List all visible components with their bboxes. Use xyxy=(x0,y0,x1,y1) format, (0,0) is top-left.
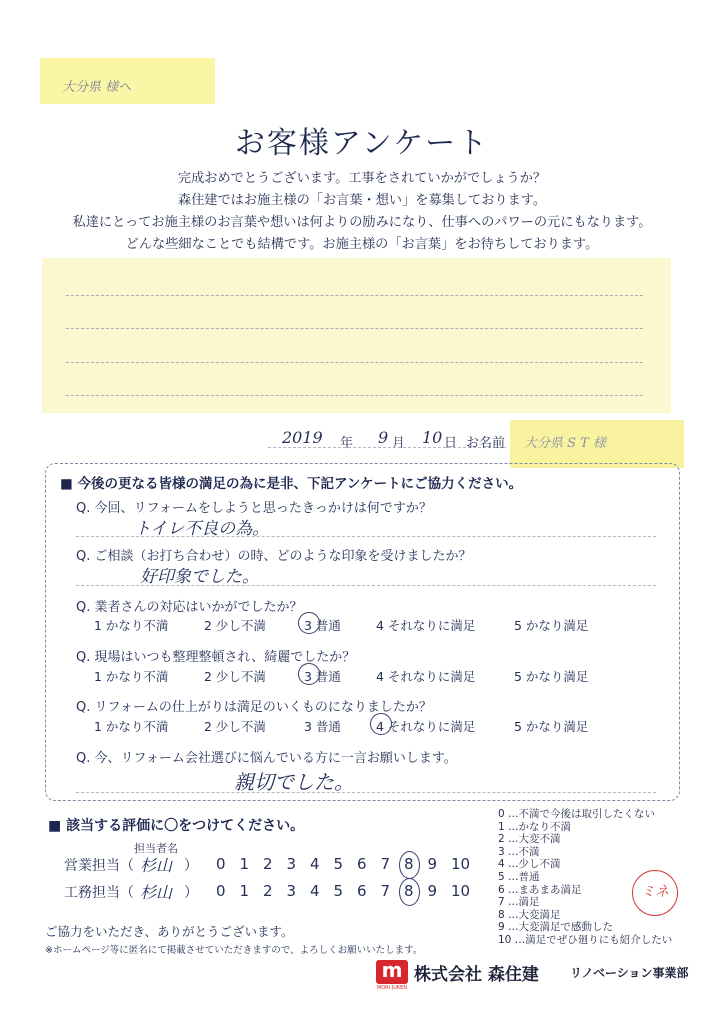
legend-item: 3 …不満 xyxy=(498,845,540,858)
option-q3-3[interactable]: 3 普通 xyxy=(304,618,341,633)
comment-box[interactable] xyxy=(42,258,671,413)
rating-digit-1[interactable]: 1 xyxy=(239,882,250,900)
rating-digit-4[interactable]: 4 xyxy=(310,882,320,900)
rating-digit-10[interactable]: 10 xyxy=(451,882,471,900)
company-logo xyxy=(376,960,408,984)
legend-item: 4 …少し不満 xyxy=(498,858,561,871)
selected-circle-q4 xyxy=(298,663,320,685)
legend-item: 9 …大変満足で感動した xyxy=(498,921,614,934)
footer-thanks: ご協力をいただき、ありがとうございます。 xyxy=(45,924,294,939)
legend-item: 8 …大変満足 xyxy=(498,908,561,921)
name-label: お名前 xyxy=(466,436,506,451)
selected-circle-q5 xyxy=(370,713,392,735)
company-logo-letter: m xyxy=(381,958,403,982)
option-q4-5[interactable]: 5 かなり満足 xyxy=(514,669,589,684)
intro-line-4: どんな些細なことでも結構です。お施主様の「お言葉」をお待ちしております。 xyxy=(125,237,599,252)
intro-line-1: 完成おめでとうございます。工事をされていかがでしょうか？ xyxy=(177,171,547,186)
legend-item: 7 …満足 xyxy=(498,896,540,909)
rating-digit-0[interactable]: 0 xyxy=(216,855,226,873)
rating-digit-6[interactable]: 6 xyxy=(357,882,367,900)
rating-digit-9[interactable]: 9 xyxy=(427,855,438,873)
rating-digit-2[interactable]: 2 xyxy=(263,855,273,873)
paren-close: ） xyxy=(184,858,198,874)
option-q5-3[interactable]: 3 普通 xyxy=(304,719,341,734)
rating-digit-3[interactable]: 3 xyxy=(286,855,297,873)
stamp-text: ミネ xyxy=(641,884,669,900)
name-value: 大分県 S T 様 xyxy=(524,436,606,451)
date-year-label: 年 xyxy=(340,436,354,451)
legend-item: 1 …かなり不満 xyxy=(498,820,572,833)
paren-close: ） xyxy=(184,885,198,901)
legend-item: 2 …大変不満 xyxy=(498,833,561,846)
date-month: 9 xyxy=(378,428,389,447)
option-q3-5[interactable]: 5 かなり満足 xyxy=(514,618,589,633)
question-6: Q. 今、リフォーム会社選びに悩んでいる方に一言お願いします。 xyxy=(76,751,457,766)
answer-1: トイレ不良の為。 xyxy=(134,519,270,539)
answer-1-line xyxy=(76,536,656,537)
option-q5-4[interactable]: 4 それなりに満足 xyxy=(376,719,476,734)
sticky-note-text: 大分県 様へ xyxy=(62,80,132,95)
question-2: Q. ご相談（お打ち合わせ）の時、どのような印象を受けましたか？ xyxy=(76,549,472,564)
answer-6-line xyxy=(76,792,656,793)
question-3: Q. 業者さんの対応はいかがでしたか？ xyxy=(76,600,303,615)
option-q4-1[interactable]: 1 かなり不満 xyxy=(94,669,169,684)
date-day: 10 xyxy=(422,428,443,447)
selected-circle-q3 xyxy=(298,612,320,634)
rating-selected-circle xyxy=(399,878,420,906)
option-q3-1[interactable]: 1 かなり不満 xyxy=(94,618,169,633)
paren-open: （ xyxy=(120,858,134,874)
intro-line-3: 私達にとってお施主様のお言葉や想いは何よりの励みになり、仕事へのパワーの元にもなります。 xyxy=(72,215,652,230)
answer-2: 好印象でした。 xyxy=(140,567,259,587)
page-title: お客様アンケート xyxy=(234,126,490,161)
option-q5-2[interactable]: 2 少し不満 xyxy=(204,719,266,734)
company-division: リノベーション事業部 xyxy=(570,966,689,980)
date-month-label: 月 xyxy=(392,436,406,451)
option-q4-4[interactable]: 4 それなりに満足 xyxy=(376,669,476,684)
option-q4-3[interactable]: 3 普通 xyxy=(304,669,341,684)
rating-digit-7[interactable]: 7 xyxy=(380,882,391,900)
staff-name: 杉山 xyxy=(140,883,173,902)
staff-name: 杉山 xyxy=(140,856,173,875)
rating-digit-5[interactable]: 5 xyxy=(333,882,344,900)
rating-row-label: 営業担当 xyxy=(64,858,120,874)
rating-digit-3[interactable]: 3 xyxy=(286,882,297,900)
question-5: Q. リフォームの仕上がりは満足のいくものになりましたか？ xyxy=(76,700,432,715)
legend-item: 0 …不満で今後は取引したくない xyxy=(498,808,656,820)
option-q3-2[interactable]: 2 少し不満 xyxy=(204,618,266,633)
option-q5-5[interactable]: 5 かなり満足 xyxy=(514,719,589,734)
option-q5-1[interactable]: 1 かなり不満 xyxy=(94,719,169,734)
question-1: Q. 今回、リフォームをしようと思ったきっかけは何ですか？ xyxy=(76,501,432,516)
rating-digit-2[interactable]: 2 xyxy=(263,882,273,900)
rating-digit-6[interactable]: 6 xyxy=(357,855,367,873)
company-logo-subtext: MORI JUKEN xyxy=(376,985,408,991)
rating-digit-9[interactable]: 9 xyxy=(427,882,438,900)
question-4: Q. 現場はいつも整理整頓され、綺麗でしたか？ xyxy=(76,650,356,665)
sticky-note xyxy=(40,58,215,104)
answer-2-line xyxy=(76,585,656,586)
rating-heading: ■ 該当する評価に〇をつけてください。 xyxy=(48,818,305,834)
rating-digit-8[interactable]: 8 xyxy=(404,882,414,900)
option-q3-4[interactable]: 4 それなりに満足 xyxy=(376,618,476,633)
legend-item: 5 …普通 xyxy=(498,870,540,883)
inspection-stamp xyxy=(632,870,678,916)
legend-item: 10 …満足でぜひ廻りにも紹介したい xyxy=(498,933,673,946)
rating-digit-4[interactable]: 4 xyxy=(310,855,320,873)
answer-6: 親切でした。 xyxy=(234,770,354,794)
rating-selected-circle xyxy=(399,851,420,879)
rating-digit-1[interactable]: 1 xyxy=(239,855,250,873)
rating-digit-5[interactable]: 5 xyxy=(333,855,344,873)
intro-line-2: 森住建ではお施主様の「お言葉・想い」を募集しております。 xyxy=(177,193,547,208)
staff-name-label: 担当者名 xyxy=(134,842,178,855)
rating-digit-8[interactable]: 8 xyxy=(404,855,414,873)
footer-note: ※ホームページ等に匿名にて掲載させていただきますので、よろしくお願いいたします。 xyxy=(45,945,423,956)
rating-digit-0[interactable]: 0 xyxy=(216,882,226,900)
option-q4-2[interactable]: 2 少し不満 xyxy=(204,669,266,684)
rating-digit-7[interactable]: 7 xyxy=(380,855,391,873)
survey-heading: ■ 今後の更なる皆様の満足の為に是非、下記アンケートにご協力ください。 xyxy=(60,476,523,492)
date-year: 2019 xyxy=(282,428,323,447)
company-name: 株式会社 森住建 xyxy=(414,965,539,985)
date-day-label: 日 xyxy=(444,436,458,451)
rating-digit-10[interactable]: 10 xyxy=(451,855,471,873)
name-box xyxy=(510,420,684,468)
rating-row-label: 工務担当 xyxy=(64,885,120,901)
paren-open: （ xyxy=(120,885,134,901)
legend-item: 6 …まあまあ満足 xyxy=(498,883,582,896)
